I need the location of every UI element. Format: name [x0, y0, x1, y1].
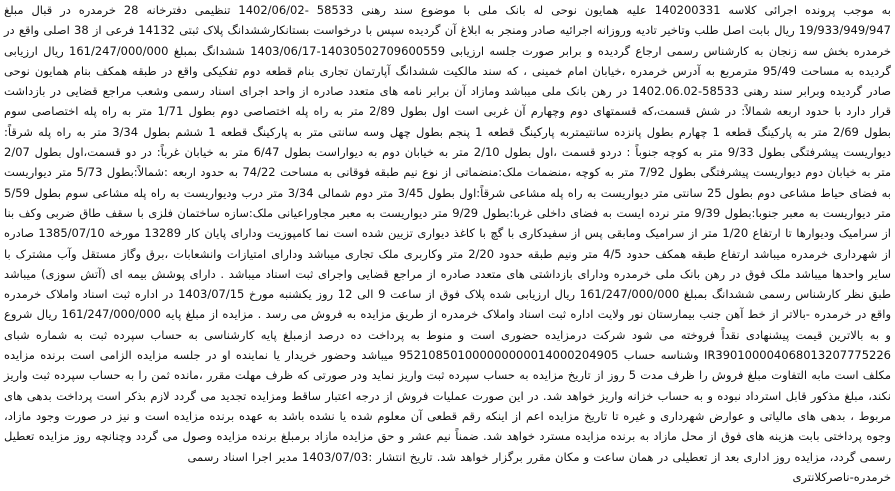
- notice-signature: خرمدره-ناصرکلانتری: [792, 469, 891, 484]
- auction-notice-text: به موجب پرونده اجرائی کلاسه 140200331 علیه همایون نوحی له بانک ملی با موضوع سند رهنی 58533 -1402/06/02 تنظیمی دفترخانه 28 خرمدره در قبال مبلغ 19/933/949/947 ریال بابت اصل طلب وتاخیر تادیه وروزانه اجرائیه صادر ومنجر به ابلاغ آن گردیده سپس با درخواست بستانکارششدانگ پلاک ثبتی 14132 فرعی از 38 اصلی واقع در خرمدره بخش سه زنجان به کارشناس رسمی ارجاع گردیده و برابر صورت جلسه ارزیابی 14030502709600559-1403/06/17 ششدانگ بمبلغ 161/247/000/000 ریال ارزیابی گردیده به مساحت 95/49 مترمربع به آدرس خرمدره ،خیابان امام خمینی ، که سند مالکیت ششدانگ آپارتمان تجاری بنام قطعه دوم تفکیکی واقع در طبقه همکف بنام همایون نوحی صادر گردیده وبرابر سند رهنی 58533-1402.06.02 در رهن بانک ملی میباشد ومازاد آن برابر نامه های متعدد صادره از واحد اجرای اسناد رسمی وشعب مراجع قضایی در بازداشت قرار دارد با حدود اربعه شمالاً: در شش قسمت،که قسمتهای دوم وچهارم آن غربی است اول بطول 2/89 متر به راه پله اختصاصی دوم بطول 1/71 متر به راه پله اختصاصی سوم بطول 2/69 متر به پارکینگ قطعه 1 چهارم بطول پانزده سانتیمتربه پارکینگ قطعه 1 پنجم بطول چهل وسه سانتی متر به پارکینگ قطعه 1 ششم بطول 3/34 متر به راه پله شرقاً: دیواریست پیشرفتگی بطول 9/33 متر به کوچه جنوباً : دردو قسمت ،اول بطول 2/10 متر به خیابان دوم به دیواراست بطول 6/47 متر به خیابان غرباً: در دو قسمت،اول بطول 2/07 متر به خیابان دوم دیواریست پیشرفتگی بطول 7/92 متر به کوچه ،منضمات ملک:منضماتی از نوع نیم طبقه فوقانی به مساحت 74/22 به حدود اربعه :شمالاً:بطول 5/73 متر دیواریست به فضای حیاط مشاعی دوم بطول 25 سانتی متر دیواریست به راه پله مشاعی شرقاً:اول بطول 3/45 متر دوم شمالی 3/34 متر درب ودیواریست به راه پله مشاعی سوم بطول 5/59 متر دیواریست به معبر جنوبا:بطول 9/39 متر نرده ایست به فضای داخلی غربا:بطول 9/29 متر دیواریست به معبر مجاوراعیانی ملک:سازه ساختمان فلزی با سقف طاق ضربی وکف بنا از سرامیک ودیوارها تا ارتفاع 1/20 متر از سرامیک ومابقی پس از سفیدکاری با گچ با کاغذ دیواری تزیین شده است نما کامپوزیت ودارای پایان کار 13289 مورخه 1385/07/10 صادره از شهرداری خرمدره میباشد ارتفاع طبقه همکف حدود 4/5 متر ونیم طبقه حدود 2/20 متر وکاربری ملک تجاری میباشد ودارای امتیازات وانشعابات ،برق وگاز مستقل وآب مشترک با سایر واحدها میباشد ملک فوق در رهن بانک ملی خرمدره ودارای بازداشتی های متعدد صادره از مراجع قضایی واجرای ثبت اسناد میباشد . دارای پوشش بیمه ای (آتش سوزی) میباشد طبق نظر کارشناس رسمی ششدانگ بمبلغ 161/247/000/000 ریال ارزیابی شده پلاک فوق از ساعت 9 الی 12 روز یکشنبه مورخ 1403/07/15 در اداره ثبت اسناد واملاک خرمدره واقع در خرمدره -بالاتر از خط آهن جنب بیمارستان نور ولایت اداره ثبت اسناد واملاک خرمدره از طریق مزایده به فروش می رسد . مزایده از مبلغ پایه 161/247/000/000 ریال شروع و به بالاترین قیمت پیشنهادی نقداً فروخته می شود شرکت درمزایده حضوری است و منوط به پرداخت ده درصد ازمبلغ پایه کارشناسی به حساب سپرده ثبت به شماره شبای IR390100004068013207775226 وشناسه حساب 952108501000000000014000204905 میباشد وحضور خریدار یا نماینده او در جلسه مزایده الزامی است برنده مزایده مکلف است مابه التفاوت مبلغ فروش را ظرف مدت 5 روز از تاریخ مزایده به حساب سپرده ثبت واریز نماید ودر صورتی که ظرف مهلت مقرر ،مانده ثمن را به حساب سپرده ثبت واریز نکند، مبلغ مذکور قابل استرداد نبوده و به حساب خزانه واریز خواهد شد. در این صورت عملیات فروش از درجه اعتبار ساقط ومزایده تجدید می گردد لازم بذکر است پرداخت بدهی های مربوط ، بدهی های مالیاتی و عوارض شهرداری و غیره تا تاریخ مزایده اعم از اینکه رقم قطعی آن معلوم شده یا نشده باشد به عهده برنده مزایده است و نیز در صورت وجود مازاد، وجوه پرداختی بابت هزینه های فوق از محل مازاد به برنده مزایده مسترد خواهد شد. ضمناً نیم عشر و حق مزایده مازاد برمبلغ برنده مزایده وصول می گردد وچنانچه روز مزایده تعطیل رسمی گردد، مزایده روز اداری بعد از تعطیلی در همان ساعت و مکان مقرر برگزار خواهد شد. تاریخ انتشار :1403/07/03 مدیر اجرا اسناد رسمی: [4, 3, 892, 464]
